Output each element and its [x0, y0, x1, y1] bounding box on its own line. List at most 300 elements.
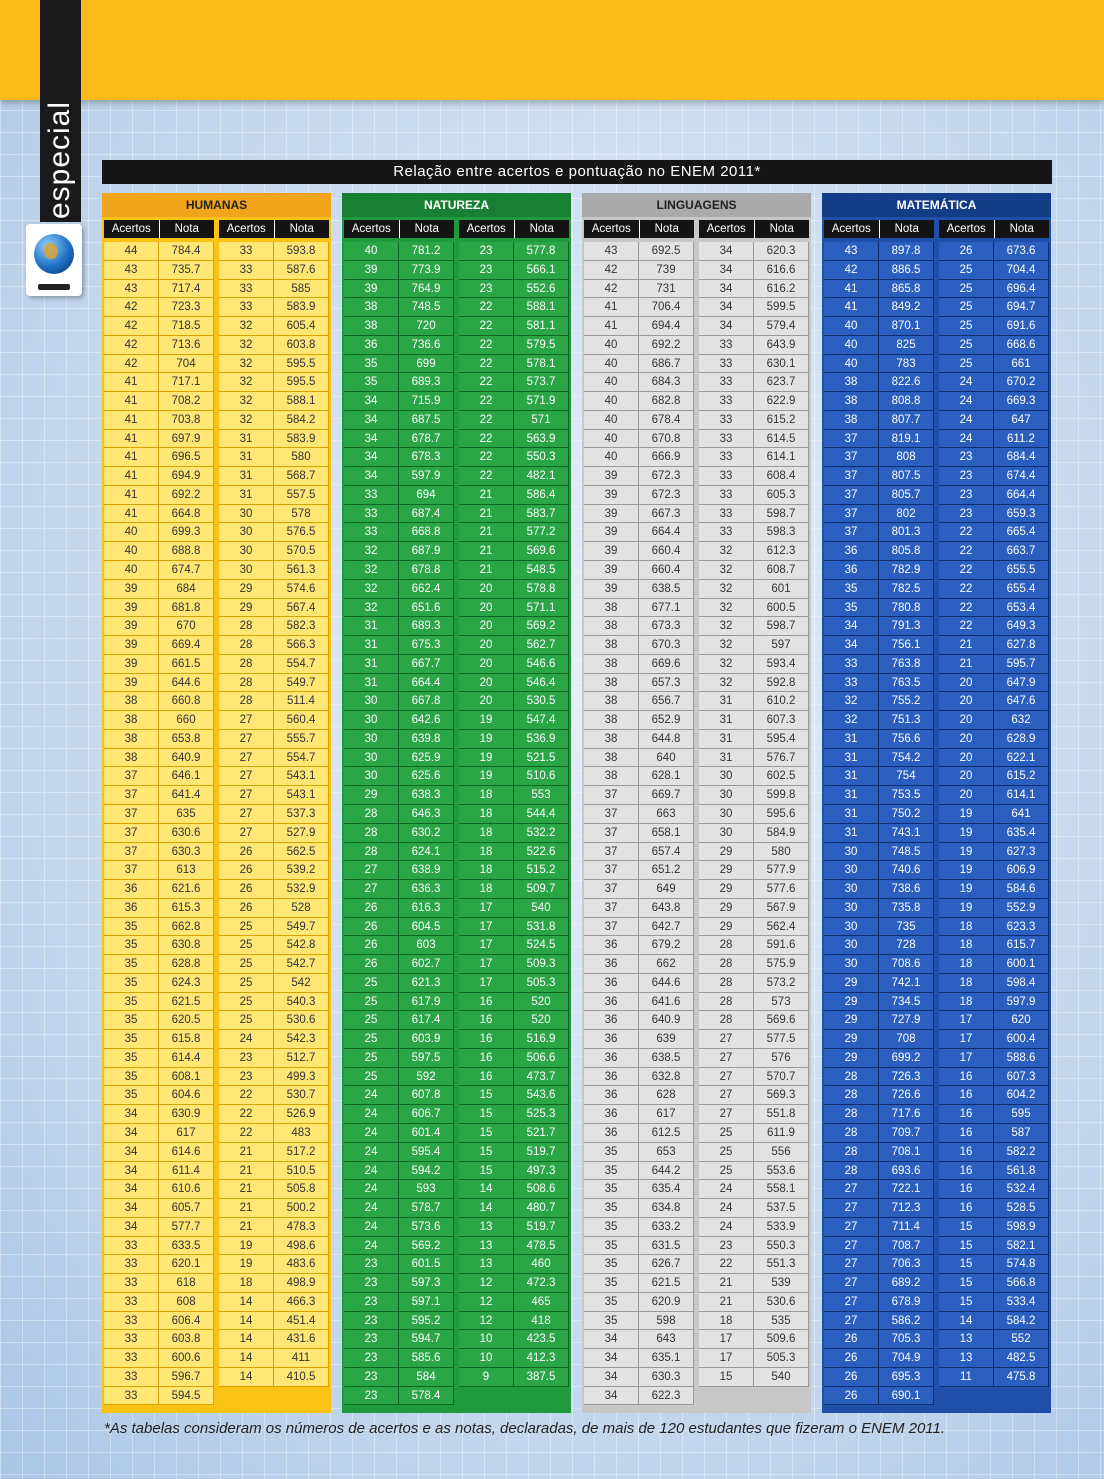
nota-cell: 460: [514, 1255, 569, 1274]
acertos-cell: 29: [824, 1011, 879, 1030]
acertos-cell: 16: [939, 1086, 994, 1105]
nota-cell: 636.3: [399, 880, 454, 899]
acertos-cell: 27: [699, 1049, 754, 1068]
nota-cell: 763.5: [879, 674, 934, 693]
table-row: [219, 467, 329, 486]
table-row: [584, 1255, 694, 1274]
nota-cell: 475.8: [994, 1368, 1049, 1387]
acertos-cell: 28: [344, 805, 399, 824]
acertos-cell: 35: [584, 1274, 639, 1293]
table-row: [939, 1218, 1049, 1237]
acertos-cell: 33: [699, 467, 754, 486]
nota-cell: 675.3: [399, 636, 454, 655]
panel-humanas: [102, 193, 331, 1413]
acertos-cell: 22: [219, 1105, 274, 1124]
nota-cell: 630.3: [159, 843, 214, 862]
acertos-cell: 26: [824, 1368, 879, 1387]
acertos-cell: 20: [939, 786, 994, 805]
acertos-cell: 20: [459, 636, 514, 655]
acertos-cell: 31: [824, 786, 879, 805]
table-row: [344, 1199, 454, 1218]
table-row: [459, 1349, 569, 1368]
acertos-cell: 35: [104, 918, 159, 937]
nota-cell: 510.5: [274, 1162, 329, 1181]
nota-cell: 505.3: [754, 1349, 809, 1368]
nota-cell: 527.9: [274, 824, 329, 843]
acertos-cell: 27: [824, 1237, 879, 1256]
nota-cell: 595.5: [274, 373, 329, 392]
table-row: [344, 786, 454, 805]
table-row: [344, 617, 454, 636]
panel-header-humanas: HUMANAS: [102, 193, 331, 217]
nota-cell: 604.2: [994, 1086, 1049, 1105]
table-row: [344, 1237, 454, 1256]
acertos-cell: 26: [219, 880, 274, 899]
nota-cell: 583.9: [274, 298, 329, 317]
acertos-cell: 18: [939, 936, 994, 955]
nota-cell: 567.9: [754, 899, 809, 918]
nota-cell: 657.3: [639, 674, 694, 693]
acertos-cell: 32: [824, 711, 879, 730]
table-row: [584, 448, 694, 467]
table-row: [584, 692, 694, 711]
table-row: [824, 1049, 934, 1068]
table-row: [459, 523, 569, 542]
acertos-cell: 35: [104, 993, 159, 1012]
table-row: [104, 1199, 214, 1218]
table-row: [824, 542, 934, 561]
acertos-cell: 24: [699, 1199, 754, 1218]
nota-cell: 539.2: [274, 861, 329, 880]
nota-cell: 655.5: [994, 561, 1049, 580]
nota-cell: 640.9: [159, 749, 214, 768]
nota-cell: 614.1: [994, 786, 1049, 805]
nota-cell: 562.7: [514, 636, 569, 655]
nota-cell: 740.6: [879, 861, 934, 880]
table-row: [939, 993, 1049, 1012]
table-row: [699, 1237, 809, 1256]
acertos-cell: 31: [344, 655, 399, 674]
nota-cell: 773.9: [399, 261, 454, 280]
acertos-cell: 18: [699, 1312, 754, 1331]
nota-cell: 621.5: [159, 993, 214, 1012]
acertos-cell: 22: [939, 617, 994, 636]
table-row: [939, 542, 1049, 561]
subtable-humanas-right: [219, 220, 329, 1387]
table-row: [939, 561, 1049, 580]
table-row: [459, 730, 569, 749]
acertos-cell: 28: [824, 1143, 879, 1162]
nota-cell: 622.3: [639, 1387, 694, 1406]
acertos-cell: 29: [824, 974, 879, 993]
nota-cell: 689.3: [399, 617, 454, 636]
table-row: [104, 655, 214, 674]
acertos-cell: 35: [584, 1218, 639, 1237]
nota-cell: 642.7: [639, 918, 694, 937]
nota-cell: 582.2: [994, 1143, 1049, 1162]
table-row: [584, 1086, 694, 1105]
table-row: [699, 1068, 809, 1087]
acertos-cell: 36: [824, 542, 879, 561]
table-row: [344, 730, 454, 749]
nota-cell: 599.8: [754, 786, 809, 805]
table-row: [104, 1011, 214, 1030]
acertos-cell: 16: [939, 1180, 994, 1199]
table-row: [344, 486, 454, 505]
nota-cell: 577.6: [754, 880, 809, 899]
table-row: [219, 599, 329, 618]
nota-cell: 781.2: [399, 242, 454, 261]
table-row: [104, 486, 214, 505]
table-row: [344, 1218, 454, 1237]
table-row: [824, 242, 934, 261]
nota-cell: 509.7: [514, 880, 569, 899]
acertos-cell: 38: [584, 767, 639, 786]
nota-cell: 588.6: [994, 1049, 1049, 1068]
table-row: [219, 580, 329, 599]
acertos-cell: 25: [344, 1049, 399, 1068]
nota-cell: 697.9: [159, 430, 214, 449]
nota-cell: 598.7: [754, 505, 809, 524]
nota-cell: 584.2: [994, 1312, 1049, 1331]
table-row: [459, 843, 569, 862]
nota-cell: 696.4: [994, 280, 1049, 299]
table-row: [584, 993, 694, 1012]
acertos-cell: 32: [219, 373, 274, 392]
acertos-cell: 25: [219, 955, 274, 974]
table-row: [104, 880, 214, 899]
acertos-cell: 25: [699, 1143, 754, 1162]
acertos-cell: 23: [939, 448, 994, 467]
acertos-cell: 30: [699, 786, 754, 805]
table-row: [459, 430, 569, 449]
table-row: [344, 824, 454, 843]
nota-cell: 552.6: [514, 280, 569, 299]
nota-cell: 579.5: [514, 336, 569, 355]
acertos-cell: 40: [584, 392, 639, 411]
acertos-cell: 31: [699, 711, 754, 730]
acertos-cell: 19: [459, 711, 514, 730]
table-row: [584, 1049, 694, 1068]
acertos-cell: 23: [344, 1312, 399, 1331]
nota-cell: 630.9: [159, 1105, 214, 1124]
acertos-cell: 37: [824, 448, 879, 467]
nota-cell: 717.4: [159, 280, 214, 299]
acertos-cell: 18: [939, 993, 994, 1012]
acertos-cell: 22: [459, 430, 514, 449]
nota-cell: 472.3: [514, 1274, 569, 1293]
table-row: [344, 599, 454, 618]
nota-cell: 573: [754, 993, 809, 1012]
nota-cell: 708.1: [879, 1143, 934, 1162]
nota-cell: 667.3: [639, 505, 694, 524]
nota-cell: 592.8: [754, 674, 809, 693]
acertos-cell: 25: [939, 280, 994, 299]
acertos-cell: 35: [584, 1143, 639, 1162]
acertos-cell: 23: [459, 280, 514, 299]
acertos-cell: 21: [939, 655, 994, 674]
acertos-cell: 21: [459, 505, 514, 524]
nota-cell: 646.3: [399, 805, 454, 824]
acertos-cell: 31: [219, 448, 274, 467]
nota-cell: 750.2: [879, 805, 934, 824]
table-row: [699, 561, 809, 580]
table-row: [939, 1255, 1049, 1274]
table-row: [459, 918, 569, 937]
nota-cell: 640.9: [639, 1011, 694, 1030]
table-row: [824, 1368, 934, 1387]
table-row: [219, 1143, 329, 1162]
acertos-cell: 18: [219, 1274, 274, 1293]
nota-cell: 670.8: [639, 430, 694, 449]
table-row: [219, 1030, 329, 1049]
nota-cell: 612.5: [639, 1124, 694, 1143]
table-row: [699, 411, 809, 430]
nota-cell: 554.7: [274, 749, 329, 768]
nota-cell: 585.6: [399, 1349, 454, 1368]
top-banner: [0, 0, 1104, 100]
nota-cell: 410.5: [274, 1368, 329, 1387]
acertos-cell: 14: [219, 1349, 274, 1368]
acertos-cell: 29: [219, 580, 274, 599]
table-row: [939, 411, 1049, 430]
table-row: [459, 1180, 569, 1199]
acertos-cell: 38: [104, 730, 159, 749]
acertos-cell: 36: [584, 1049, 639, 1068]
nota-cell: 661.5: [159, 655, 214, 674]
nota-cell: 668.8: [399, 523, 454, 542]
table-row: [104, 1387, 214, 1406]
acertos-cell: 19: [939, 861, 994, 880]
table-row: [104, 317, 214, 336]
nota-cell: 582.3: [274, 617, 329, 636]
table-row: [824, 974, 934, 993]
nota-cell: 684.3: [639, 373, 694, 392]
acertos-cell: 27: [699, 1068, 754, 1087]
subtable-humanas-left: [104, 220, 214, 1405]
acertos-cell: 34: [344, 448, 399, 467]
nota-cell: 451.4: [274, 1312, 329, 1331]
acertos-cell: 27: [824, 1274, 879, 1293]
acertos-cell: 28: [824, 1162, 879, 1181]
nota-cell: 601: [754, 580, 809, 599]
col-header-nota: Nota: [275, 220, 330, 238]
acertos-cell: 39: [344, 280, 399, 299]
nota-cell: 543.1: [274, 767, 329, 786]
table-row: [939, 1312, 1049, 1331]
table-row: [459, 1105, 569, 1124]
acertos-cell: 33: [104, 1387, 159, 1406]
acertos-cell: 28: [699, 993, 754, 1012]
nota-cell: 662.4: [399, 580, 454, 599]
table-row: [584, 767, 694, 786]
table-row: [699, 1349, 809, 1368]
nota-cell: 686.7: [639, 355, 694, 374]
acertos-cell: 22: [219, 1124, 274, 1143]
table-row: [584, 355, 694, 374]
nota-cell: 656.7: [639, 692, 694, 711]
table-row: [459, 749, 569, 768]
table-row: [344, 1330, 454, 1349]
nota-cell: 692.2: [639, 336, 694, 355]
table-row: [939, 1030, 1049, 1049]
table-row: [344, 711, 454, 730]
acertos-cell: 29: [699, 861, 754, 880]
table-row: [939, 430, 1049, 449]
acertos-cell: 21: [459, 561, 514, 580]
nota-cell: 660.8: [159, 692, 214, 711]
acertos-cell: 21: [219, 1143, 274, 1162]
acertos-cell: 37: [584, 918, 639, 937]
table-row: [824, 430, 934, 449]
nota-cell: 691.6: [994, 317, 1049, 336]
acertos-cell: 21: [219, 1180, 274, 1199]
nota-cell: 483: [274, 1124, 329, 1143]
nota-cell: 801.3: [879, 523, 934, 542]
table-row: [824, 636, 934, 655]
table-row: [584, 1368, 694, 1387]
nota-cell: 593: [399, 1180, 454, 1199]
table-row: [824, 1255, 934, 1274]
table-row: [104, 523, 214, 542]
acertos-cell: 29: [824, 1030, 879, 1049]
acertos-cell: 37: [824, 430, 879, 449]
col-header-acertos: Acertos: [824, 220, 880, 238]
acertos-cell: 22: [459, 355, 514, 374]
acertos-cell: 37: [104, 805, 159, 824]
acertos-cell: 24: [699, 1218, 754, 1237]
table-row: [584, 1293, 694, 1312]
acertos-cell: 13: [459, 1255, 514, 1274]
nota-cell: 692.2: [159, 486, 214, 505]
nota-cell: 706.4: [639, 298, 694, 317]
nota-cell: 595.7: [994, 655, 1049, 674]
acertos-cell: 12: [459, 1312, 514, 1331]
nota-cell: 499.3: [274, 1068, 329, 1087]
acertos-cell: 37: [824, 523, 879, 542]
acertos-cell: 31: [824, 749, 879, 768]
table-row: [699, 861, 809, 880]
acertos-cell: 17: [699, 1349, 754, 1368]
col-header-nota: Nota: [755, 220, 810, 238]
nota-cell: 617.4: [399, 1011, 454, 1030]
nota-cell: 731: [639, 280, 694, 299]
nota-cell: 660.4: [639, 561, 694, 580]
table-row: [344, 298, 454, 317]
nota-cell: 580: [754, 843, 809, 862]
nota-cell: 580: [274, 448, 329, 467]
acertos-cell: 35: [584, 1293, 639, 1312]
nota-cell: 687.5: [399, 411, 454, 430]
table-row: [344, 918, 454, 937]
nota-cell: 525.3: [514, 1105, 569, 1124]
acertos-cell: 36: [584, 1105, 639, 1124]
col-header-acertos: Acertos: [344, 220, 400, 238]
table-row: [824, 1124, 934, 1143]
acertos-cell: 24: [939, 430, 994, 449]
acertos-cell: 35: [104, 1049, 159, 1068]
nota-cell: 532.2: [514, 824, 569, 843]
nota-cell: 722.1: [879, 1180, 934, 1199]
nota-cell: 624.1: [399, 843, 454, 862]
acertos-cell: 36: [584, 1068, 639, 1087]
acertos-cell: 39: [104, 580, 159, 599]
table-row: [104, 542, 214, 561]
nota-cell: 618: [159, 1274, 214, 1293]
nota-cell: 703.8: [159, 411, 214, 430]
acertos-cell: 42: [104, 336, 159, 355]
acertos-cell: 33: [344, 505, 399, 524]
col-header-nota: Nota: [995, 220, 1050, 238]
nota-cell: 558.1: [754, 1180, 809, 1199]
nota-cell: 633.5: [159, 1237, 214, 1256]
table-row: [584, 899, 694, 918]
table-row: [824, 805, 934, 824]
nota-cell: 620.9: [639, 1293, 694, 1312]
table-row: [104, 1180, 214, 1199]
table-row: [219, 1049, 329, 1068]
acertos-cell: 39: [584, 505, 639, 524]
nota-cell: 687.9: [399, 542, 454, 561]
table-row: [824, 317, 934, 336]
acertos-cell: 23: [219, 1049, 274, 1068]
nota-cell: 595.4: [754, 730, 809, 749]
table-row: [584, 1330, 694, 1349]
nota-cell: 738.6: [879, 880, 934, 899]
nota-cell: 597.5: [399, 1049, 454, 1068]
table-row: [824, 955, 934, 974]
table-row: [219, 1237, 329, 1256]
table-row: [939, 749, 1049, 768]
acertos-cell: 27: [824, 1293, 879, 1312]
acertos-cell: 15: [459, 1143, 514, 1162]
nota-cell: 628: [639, 1086, 694, 1105]
nota-cell: 717.1: [159, 373, 214, 392]
nota-cell: 611.9: [754, 1124, 809, 1143]
acertos-cell: 40: [824, 336, 879, 355]
nota-cell: 706.3: [879, 1255, 934, 1274]
nota-cell: 673.6: [994, 242, 1049, 261]
table-row: [459, 1124, 569, 1143]
table-row: [219, 636, 329, 655]
nota-cell: 613: [159, 861, 214, 880]
acertos-cell: 38: [584, 655, 639, 674]
table-row: [459, 824, 569, 843]
subtable-linguagens-left: [584, 220, 694, 1405]
acertos-cell: 32: [219, 411, 274, 430]
nota-cell: 764.9: [399, 280, 454, 299]
table-row: [459, 1330, 569, 1349]
table-row: [459, 1049, 569, 1068]
nota-cell: 528.5: [994, 1199, 1049, 1218]
subtable-natureza-right: [459, 220, 569, 1387]
table-row: [219, 561, 329, 580]
acertos-cell: 28: [699, 955, 754, 974]
table-row: [699, 373, 809, 392]
nota-cell: 537.5: [754, 1199, 809, 1218]
acertos-cell: 41: [584, 317, 639, 336]
acertos-cell: 30: [824, 918, 879, 937]
nota-cell: 508.6: [514, 1180, 569, 1199]
table-row: [824, 1143, 934, 1162]
nota-cell: 822.6: [879, 373, 934, 392]
table-row: [104, 1068, 214, 1087]
nota-cell: 667.7: [399, 655, 454, 674]
acertos-cell: 31: [219, 467, 274, 486]
table-row: [699, 392, 809, 411]
acertos-cell: 17: [459, 899, 514, 918]
table-row: [344, 336, 454, 355]
